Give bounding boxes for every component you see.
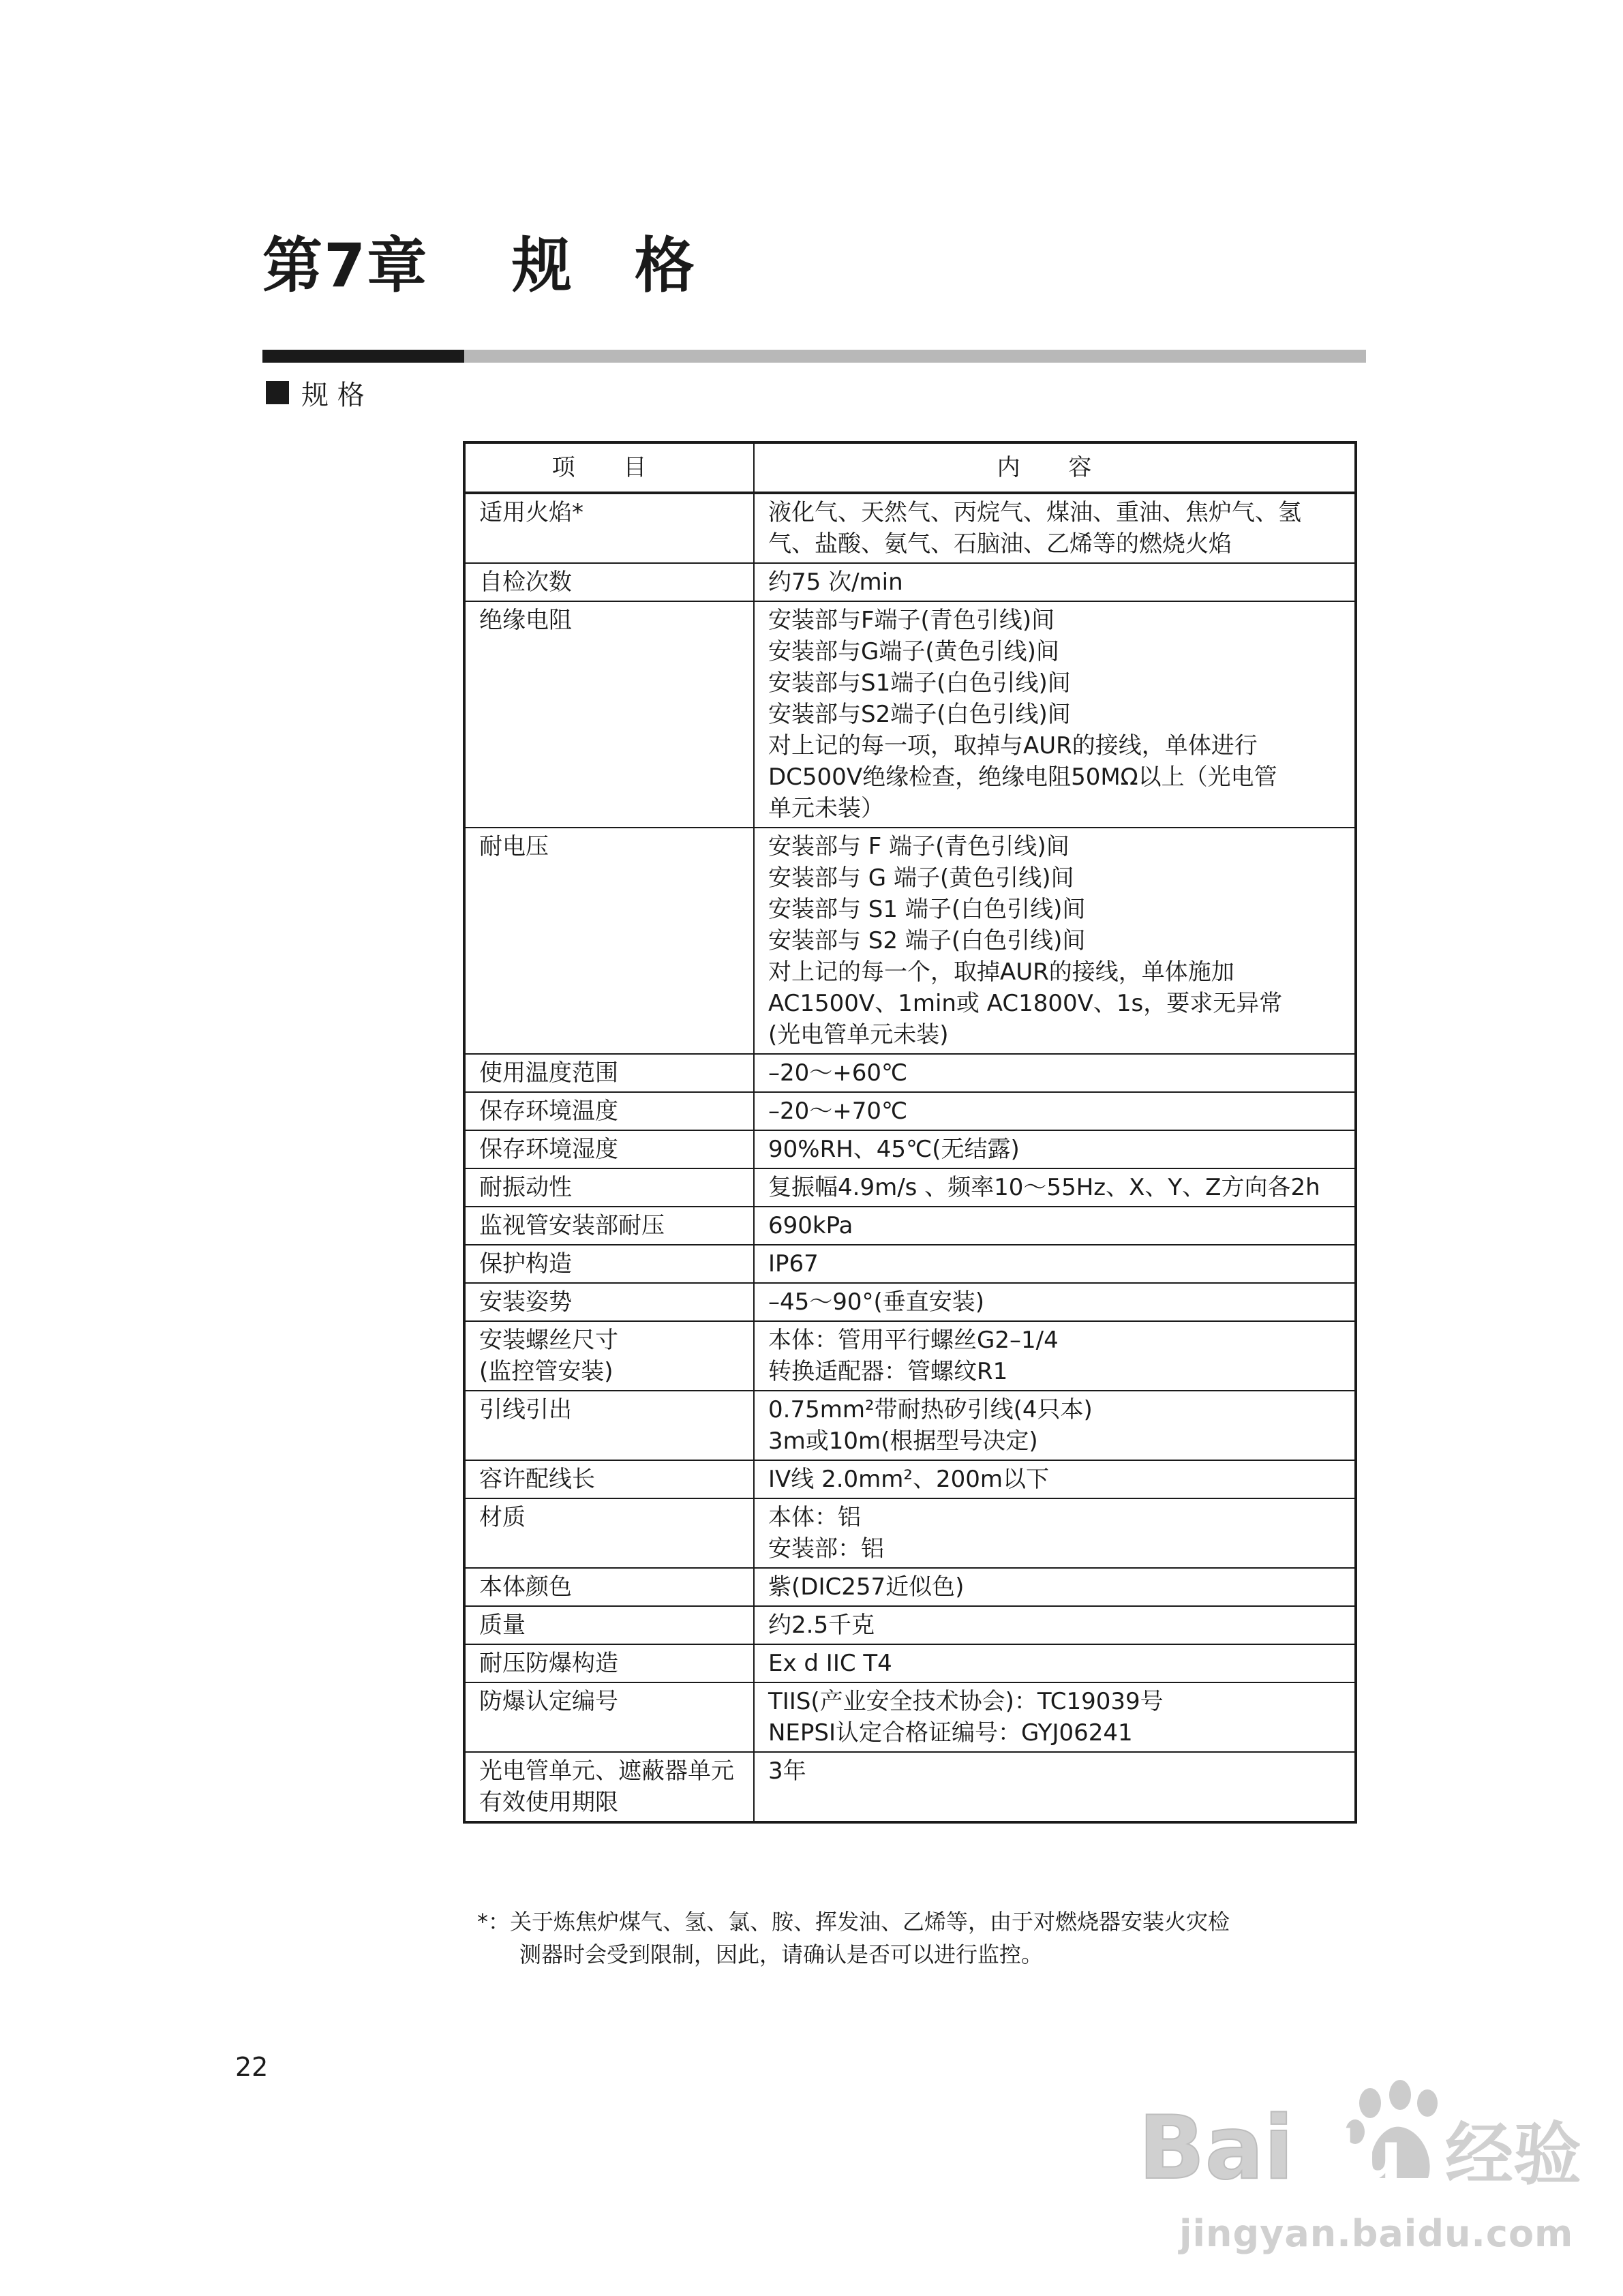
table-header-row bbox=[464, 442, 1356, 493]
svg-text:Bai: Bai bbox=[1138, 2098, 1294, 2199]
spec-table-body bbox=[464, 493, 1356, 1822]
content-text: 气、盐酸、氨气、石脑油、乙烯等的燃烧火焰 bbox=[768, 530, 1232, 558]
table-row bbox=[464, 1568, 1356, 1606]
item-text: 保存环境湿度 bbox=[479, 1136, 618, 1163]
table-row bbox=[464, 1682, 1356, 1752]
content-text: 安装部与G端子(黄色引线)间 bbox=[768, 638, 1059, 665]
content-text: 紫(DIC257近似色) bbox=[768, 1573, 965, 1601]
table-row bbox=[464, 1054, 1356, 1092]
content-text: 液化气、天然气、丙烷气、煤油、重油、焦炉气、氢 bbox=[768, 499, 1301, 526]
content-cell bbox=[754, 1498, 1356, 1568]
content-text: IP67 bbox=[768, 1250, 819, 1278]
content-text: 单元未装） bbox=[768, 795, 884, 822]
item-cell bbox=[464, 1391, 754, 1460]
item-cell bbox=[464, 828, 754, 1054]
table-row bbox=[464, 1460, 1356, 1498]
content-text: 安装部与 F 端子(青色引线)间 bbox=[768, 833, 1070, 860]
content-cell bbox=[754, 1391, 1356, 1460]
item-cell bbox=[464, 1054, 754, 1092]
item-cell bbox=[464, 1283, 754, 1321]
chapter-title: 第7章 规 格 bbox=[262, 230, 696, 301]
table-row bbox=[464, 563, 1356, 601]
item-text: (监控管安装) bbox=[479, 1358, 613, 1385]
item-cell bbox=[464, 1207, 754, 1245]
content-cell bbox=[754, 1682, 1356, 1752]
content-cell bbox=[754, 601, 1356, 828]
item-text: 监视管安装部耐压 bbox=[479, 1212, 665, 1239]
item-text: 防爆认定编号 bbox=[479, 1688, 618, 1715]
item-cell bbox=[464, 493, 754, 563]
item-cell bbox=[464, 1168, 754, 1207]
content-text: Ex d IIC T4 bbox=[768, 1650, 892, 1677]
table-row bbox=[464, 601, 1356, 828]
svg-text:经验: 经验 bbox=[1445, 2115, 1581, 2194]
content-text: 安装部与S2端子(白色引线)间 bbox=[768, 701, 1071, 728]
content-cell bbox=[754, 828, 1356, 1054]
table-row bbox=[464, 1644, 1356, 1682]
item-cell bbox=[464, 1606, 754, 1644]
content-text: –20～+70℃ bbox=[768, 1098, 908, 1125]
content-text: 3m或10m(根据型号决定) bbox=[768, 1428, 1038, 1455]
content-cell bbox=[754, 1283, 1356, 1321]
page-number: 22 bbox=[235, 2052, 269, 2082]
content-text: IV线 2.0mm²、200m以下 bbox=[768, 1466, 1050, 1493]
item-text: 耐电压 bbox=[479, 833, 549, 860]
table-row bbox=[464, 1321, 1356, 1391]
content-cell bbox=[754, 493, 1356, 563]
item-cell bbox=[464, 1644, 754, 1682]
content-cell bbox=[754, 1092, 1356, 1130]
item-cell bbox=[464, 1460, 754, 1498]
table-row bbox=[464, 1606, 1356, 1644]
section-heading bbox=[266, 374, 365, 412]
table-row bbox=[464, 1207, 1356, 1245]
table-row bbox=[464, 1168, 1356, 1207]
content-text: –45～90°(垂直安装) bbox=[768, 1288, 985, 1316]
item-cell bbox=[464, 1092, 754, 1130]
content-text: 转换适配器：管螺纹R1 bbox=[768, 1358, 1008, 1385]
content-cell bbox=[754, 1752, 1356, 1822]
content-text: 安装部与S1端子(白色引线)间 bbox=[768, 669, 1071, 697]
baidu-logo-icon bbox=[1138, 2076, 1595, 2205]
item-text: 质量 bbox=[479, 1612, 526, 1639]
content-text: 本体：铝 bbox=[768, 1504, 861, 1531]
content-text: TIIS(产业安全技术协会)：TC19039号 bbox=[768, 1688, 1164, 1715]
content-text: DC500V绝缘检查，绝缘电阻50MΩ以上（光电管 bbox=[768, 764, 1277, 791]
table-row bbox=[464, 1245, 1356, 1283]
content-cell bbox=[754, 1245, 1356, 1283]
title-rule-dark bbox=[262, 350, 464, 363]
item-text: 保护构造 bbox=[479, 1250, 572, 1278]
content-cell bbox=[754, 1321, 1356, 1391]
item-text: 适用火焰* bbox=[479, 499, 583, 526]
item-text: 耐压防爆构造 bbox=[479, 1650, 618, 1677]
table-row bbox=[464, 493, 1356, 563]
content-text: 安装部与 S1 端子(白色引线)间 bbox=[768, 896, 1086, 923]
item-text: 自检次数 bbox=[479, 569, 572, 596]
content-text: NEPSI认定合格证编号：GYJ06241 bbox=[768, 1719, 1133, 1747]
item-cell bbox=[464, 601, 754, 828]
table-row bbox=[464, 1130, 1356, 1168]
content-cell bbox=[754, 1644, 1356, 1682]
content-cell bbox=[754, 1606, 1356, 1644]
content-text: 对上记的每一项，取掉与AUR的接线，单体进行 bbox=[768, 732, 1258, 759]
content-text: 90%RH、45℃(无结露) bbox=[768, 1136, 1020, 1163]
section-heading-text: 规 格 bbox=[301, 379, 365, 411]
content-cell bbox=[754, 1130, 1356, 1168]
content-cell bbox=[754, 1168, 1356, 1207]
square-bullet-icon bbox=[266, 381, 289, 404]
item-cell bbox=[464, 1752, 754, 1822]
spec-table bbox=[463, 441, 1357, 1824]
content-cell bbox=[754, 1207, 1356, 1245]
content-text: 约75 次/min bbox=[768, 569, 903, 596]
content-text: 复振幅4.9m/s 、频率10～55Hz、X、Y、Z方向各2h bbox=[768, 1174, 1320, 1201]
footnote-line: *：关于炼焦炉煤气、氢、氯、胺、挥发油、乙烯等，由于对燃烧器安装火灾检 bbox=[477, 1909, 1230, 1935]
table-row bbox=[464, 1498, 1356, 1568]
footnote-line: 测器时会受到限制，因此，请确认是否可以进行监控。 bbox=[519, 1942, 1044, 1967]
content-text: 安装部与 G 端子(黄色引线)间 bbox=[768, 864, 1074, 892]
content-cell bbox=[754, 563, 1356, 601]
item-text: 绝缘电阻 bbox=[479, 607, 572, 634]
item-text: 保存环境温度 bbox=[479, 1098, 618, 1125]
item-text: 材质 bbox=[479, 1504, 526, 1531]
footnote bbox=[477, 1905, 1363, 1971]
item-text: 使用温度范围 bbox=[479, 1059, 618, 1087]
item-text: 容许配线长 bbox=[479, 1466, 595, 1493]
table-row bbox=[464, 1752, 1356, 1822]
content-text: 安装部与F端子(青色引线)间 bbox=[768, 607, 1055, 634]
baidu-jingyan-watermark bbox=[1138, 2076, 1595, 2253]
content-text: 690kPa bbox=[768, 1212, 853, 1239]
item-text: 本体颜色 bbox=[479, 1573, 572, 1601]
item-cell bbox=[464, 563, 754, 601]
header-item: 项 目 bbox=[464, 442, 754, 493]
item-text: 安装姿势 bbox=[479, 1288, 572, 1316]
content-text: 约2.5千克 bbox=[768, 1612, 875, 1639]
item-cell bbox=[464, 1682, 754, 1752]
content-cell bbox=[754, 1568, 1356, 1606]
content-text: –20～+60℃ bbox=[768, 1059, 908, 1087]
table-row bbox=[464, 1092, 1356, 1130]
content-text: 0.75mm²带耐热矽引线(4只本) bbox=[768, 1396, 1093, 1423]
item-text: 安装螺丝尺寸 bbox=[479, 1327, 618, 1354]
table-row bbox=[464, 1283, 1356, 1321]
svg-text:du: du bbox=[1309, 2117, 1403, 2194]
content-text: 3年 bbox=[768, 1757, 806, 1785]
item-cell bbox=[464, 1245, 754, 1283]
table-row bbox=[464, 828, 1356, 1054]
content-text: (光电管单元未装) bbox=[768, 1021, 949, 1048]
content-cell bbox=[754, 1054, 1356, 1092]
item-text: 有效使用期限 bbox=[479, 1789, 618, 1816]
content-text: 本体：管用平行螺丝G2–1/4 bbox=[768, 1327, 1059, 1354]
item-cell bbox=[464, 1130, 754, 1168]
item-text: 引线引出 bbox=[479, 1396, 572, 1423]
item-cell bbox=[464, 1321, 754, 1391]
item-cell bbox=[464, 1498, 754, 1568]
content-text: 安装部：铝 bbox=[768, 1535, 884, 1562]
item-cell bbox=[464, 1568, 754, 1606]
content-cell bbox=[754, 1460, 1356, 1498]
table-row bbox=[464, 1391, 1356, 1460]
watermark-url: jingyan.baidu.com bbox=[1179, 2212, 1574, 2255]
title-rule-light bbox=[464, 350, 1366, 363]
item-text: 光电管单元、遮蔽器单元 bbox=[479, 1757, 734, 1785]
content-text: 安装部与 S2 端子(白色引线)间 bbox=[768, 927, 1086, 954]
content-text: 对上记的每一个，取掉AUR的接线，单体施加 bbox=[768, 958, 1234, 986]
content-text: AC1500V、1min或 AC1800V、1s，要求无异常 bbox=[768, 990, 1283, 1017]
item-text: 耐振动性 bbox=[479, 1174, 572, 1201]
header-content: 内 容 bbox=[754, 442, 1356, 493]
